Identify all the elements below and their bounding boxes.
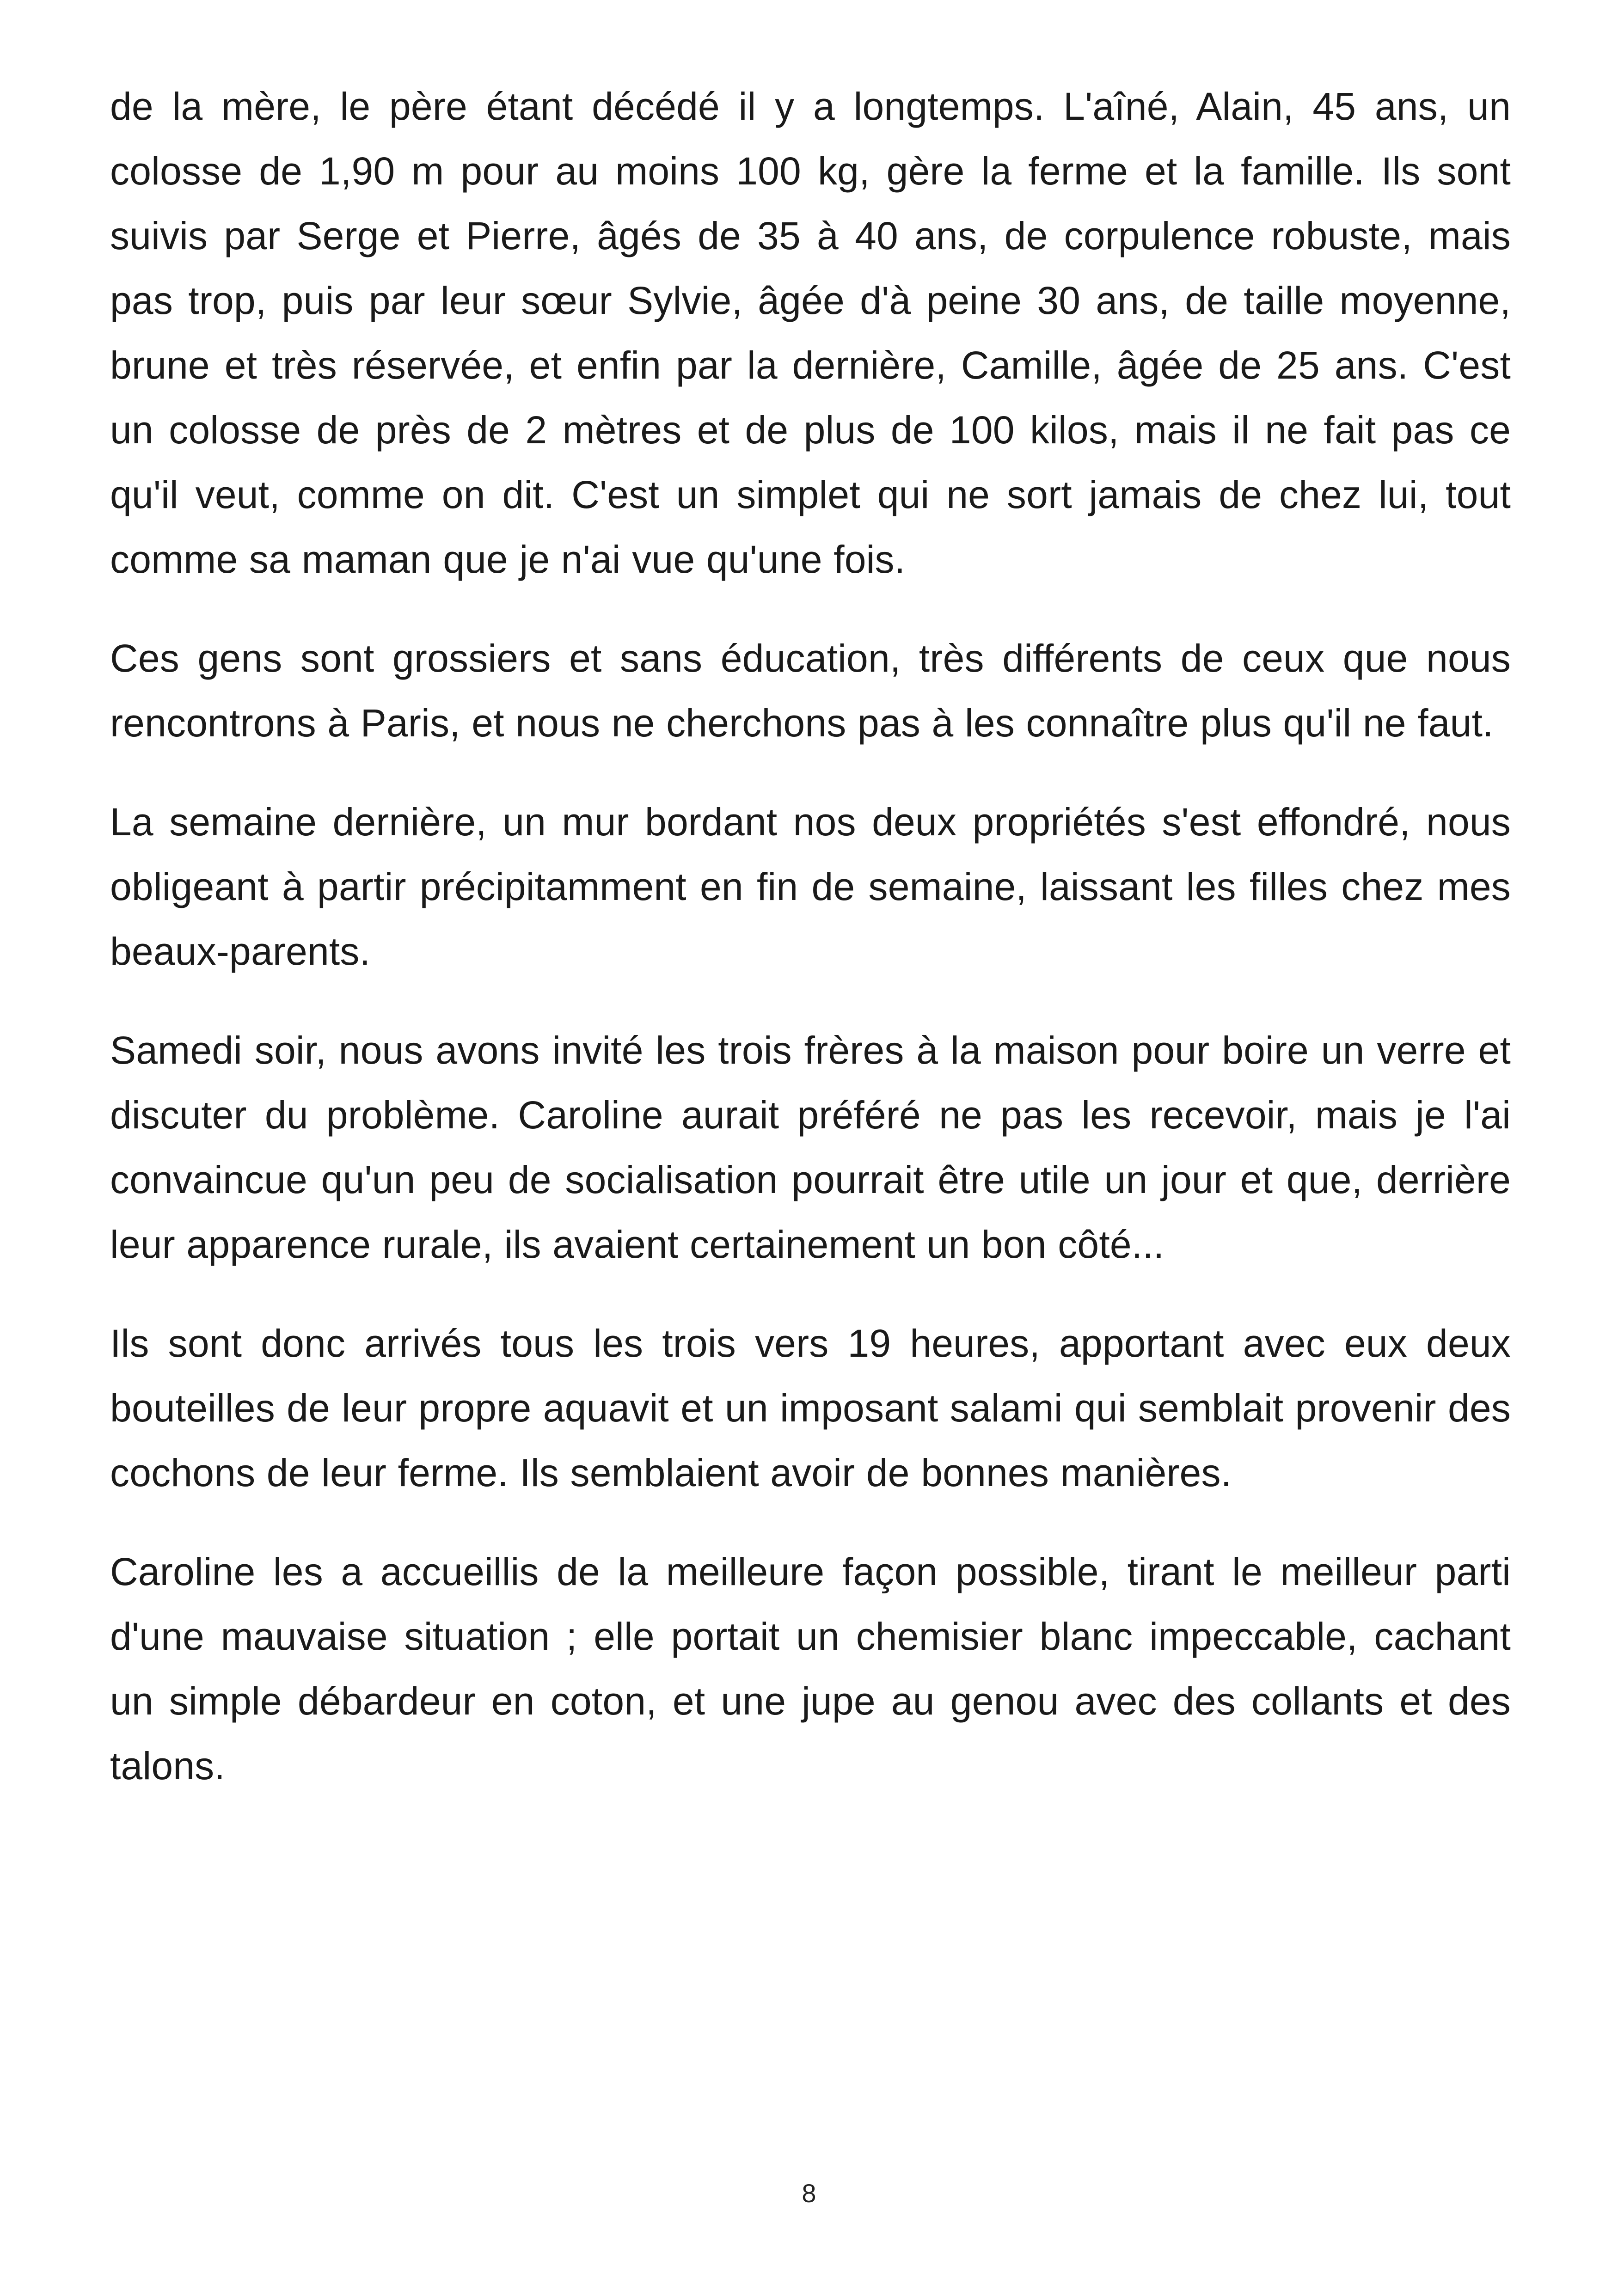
paragraph: La semaine dernière, un mur bordant nos deux propriétés s'est effondré, nous obligeant à partir précipitamment en fin de semaine, laissant les filles chez mes beaux-parents. [110, 800, 1511, 973]
paragraph: Ils sont donc arrivés tous les trois vers 19 heures, apportant avec eux deux bouteilles de leur propre aquavit et un imposant salami qui semblait provenir des cochons de leur ferme. Ils semblaient avoir de bonnes manières. [110, 1322, 1511, 1494]
document-body [110, 74, 1511, 1832]
page-number: 8 [802, 2179, 816, 2208]
paragraph: Samedi soir, nous avons invité les trois frères à la maison pour boire un verre et discuter du problème. Caroline aurait préféré ne pas les recevoir, mais je l'ai convaincue qu'un peu de socialisation pourrait être utile un jour et que, derrière leur apparence rurale, ils avaient certainement un bon côté... [110, 1029, 1511, 1266]
paragraph: Caroline les a accueillis de la meilleure façon possible, tirant le meilleur parti d'une mauvaise situation ; elle portait un chemisier blanc impeccable, cachant un simple débardeur en coton, et une jupe au genou avec des collants et des talons. [110, 1550, 1511, 1788]
paragraph: de la mère, le père étant décédé il y a longtemps. L'aîné, Alain, 45 ans, un colosse de 1,90 m pour au moins 100 kg, gère la ferme et la famille. Ils sont suivis par Serge et Pierre, âgés de 35 à 40 ans, de corpulence robuste, mais pas trop, puis par leur sœur Sylvie, âgée d'à peine 30 ans, de taille moyenne, brune et très réservée, et enfin par la dernière, Camille, âgée de 25 ans. C'est un colosse de près de 2 mètres et de plus de 100 kilos, mais il ne fait pas ce qu'il veut, comme on dit. C'est un simplet qui ne sort jamais de chez lui, tout comme sa maman que je n'ai vue qu'une fois. [110, 85, 1511, 581]
paragraph: Ces gens sont grossiers et sans éducation, très différents de ceux que nous rencontrons à Paris, et nous ne cherchons pas à les connaître plus qu'il ne faut. [110, 637, 1511, 745]
